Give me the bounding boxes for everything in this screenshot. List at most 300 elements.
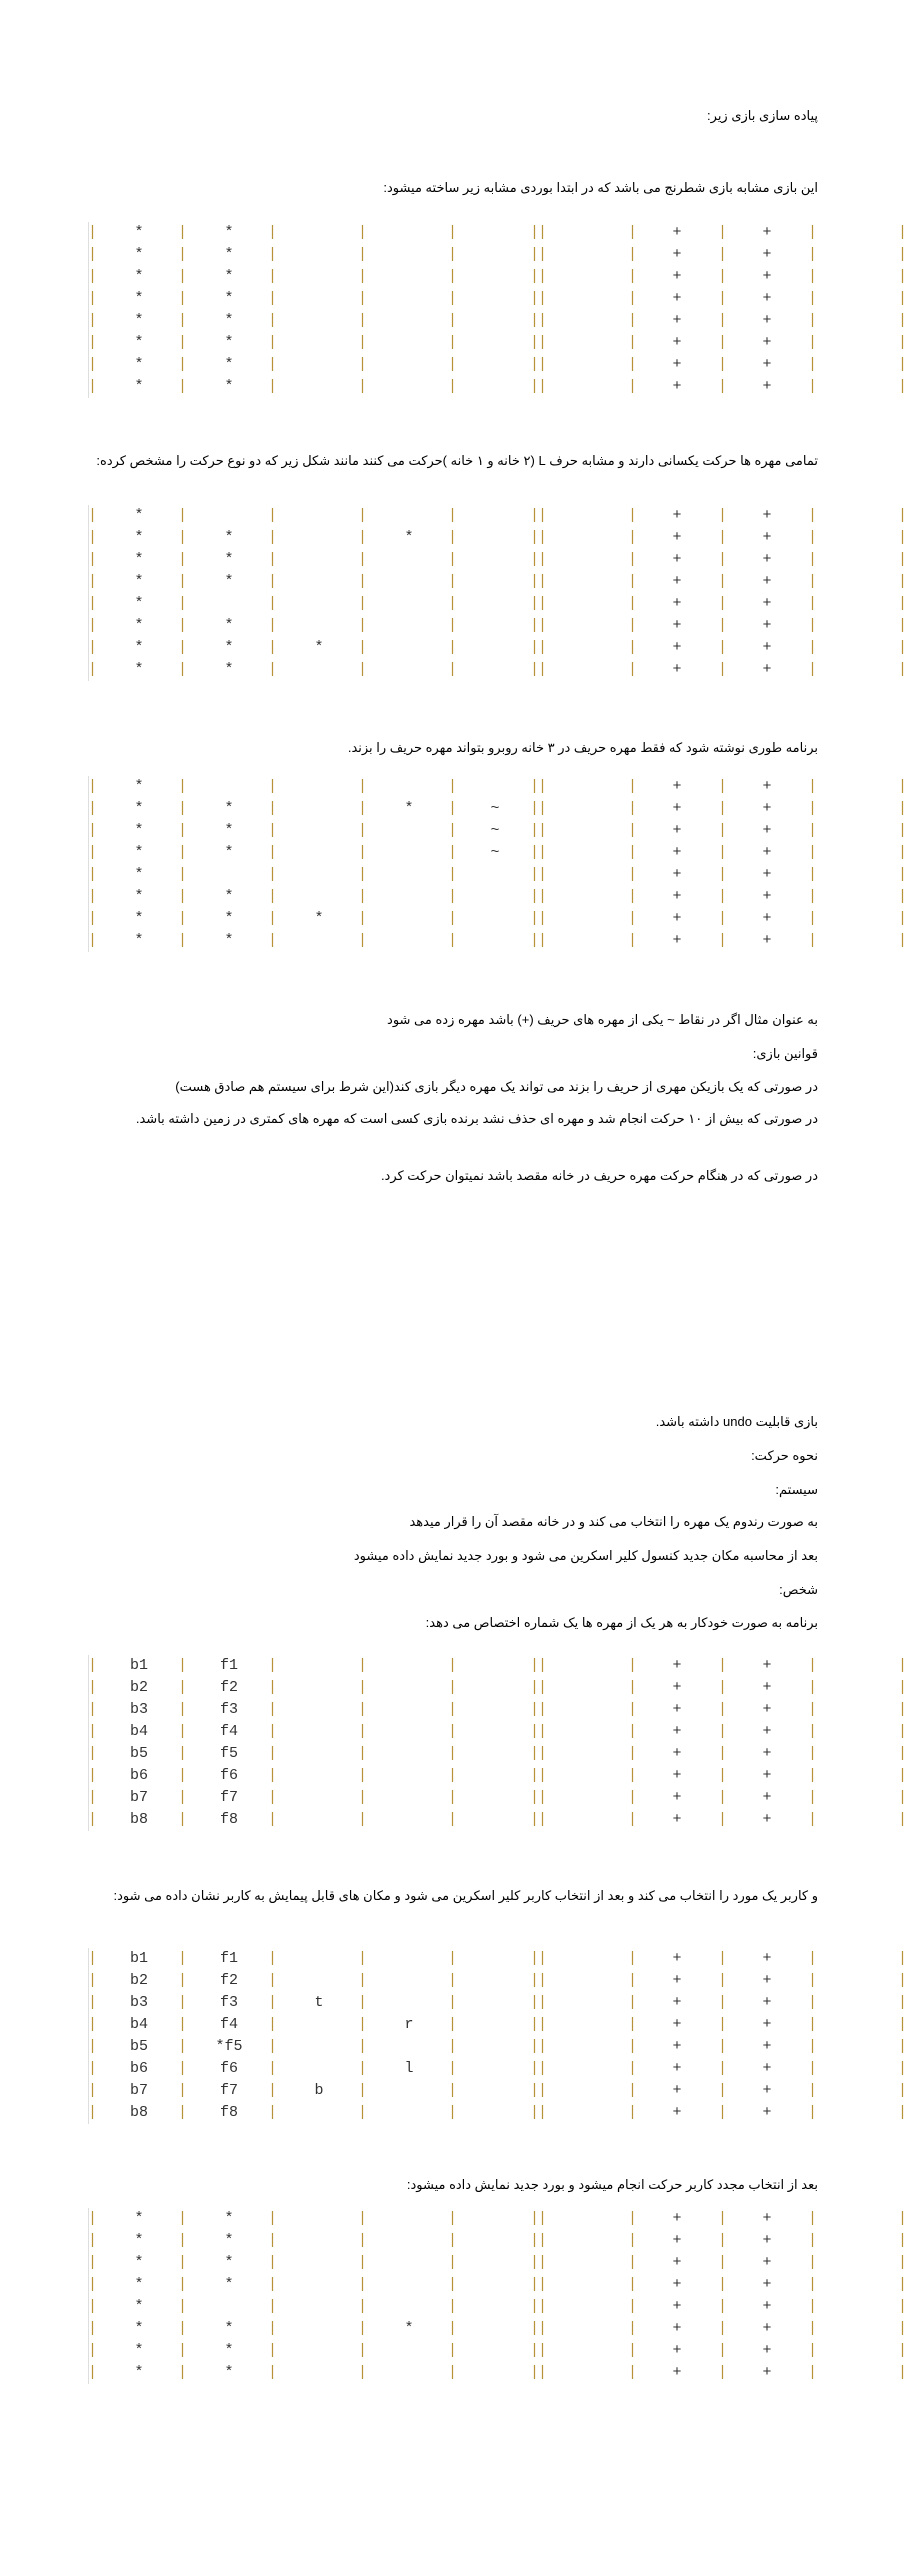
board-separator: | [718,1745,728,1762]
board-separator: | [538,2210,548,2227]
board-cell [379,593,439,615]
board-separator: | [628,932,638,949]
board-separator: | [898,1723,908,1740]
board-cell [555,1787,615,1809]
board-cell: + [762,1811,772,1828]
board-cell: + [762,356,772,373]
board-cell: + [672,822,682,839]
board-separator: | [178,378,188,395]
board-separator: | [358,661,368,678]
board-cell [289,266,349,288]
board-separator: | [538,2082,548,2099]
board-cell: + [672,551,682,568]
board-cell [379,2230,439,2252]
board-cell [465,659,525,681]
board-separator: | [448,246,458,263]
board-cell: + [762,844,772,861]
board-separator: | [898,529,908,546]
board-cell: + [762,312,772,329]
board-cell [465,615,525,637]
board-separator: | [808,2082,818,2099]
text-system-heading: سیستم: [775,1482,818,1497]
board-cell [465,908,525,930]
board-cell: l [404,2060,414,2077]
board-separator: | [448,334,458,351]
board-separator: | [538,2038,548,2055]
board-separator: | [268,1701,278,1718]
board-cell: b [314,2082,324,2099]
board-separator: | [530,639,540,656]
board-separator: | [538,334,548,351]
board-separator: | [808,617,818,634]
board-cell [289,2208,349,2230]
board-separator: | [88,1789,98,1806]
board-separator: | [808,1701,818,1718]
board-separator: | [448,617,458,634]
board-separator: | [448,1657,458,1674]
board-separator: | [808,2298,818,2315]
board-cell: + [762,507,772,524]
text-l-move: تمامی مهره ها حرکت یکسانی دارند و مشابه حرف L (۲ خانه و ۱ خانه )حرکت می کنند مانند شکل زیر که دو نوع حرکت را مشخص کرده: [96,453,818,468]
board-separator: | [808,866,818,883]
board-separator: | [808,661,818,678]
board-separator: | [530,1811,540,1828]
board-cell [289,2340,349,2362]
board-separator: | [448,2038,458,2055]
board-separator: | [178,661,188,678]
board-cell [289,1809,349,1831]
board-separator: | [628,910,638,927]
board-separator: | [88,1972,98,1989]
board-cell: + [762,529,772,546]
board-cell [465,637,525,659]
board-cell [465,1787,525,1809]
board-separator: | [808,224,818,241]
board-separator: | [268,2364,278,2381]
board-cell: + [672,1789,682,1806]
board-cell: * [224,639,234,656]
board-cell [289,864,349,886]
board-separator: | [88,1811,98,1828]
board-separator: | [808,2060,818,2077]
board-separator: | [358,2210,368,2227]
text-auto-number: برنامه به صورت خودکار به هر یک از مهره ها یک شماره اختصاص می دهد: [425,1615,818,1630]
board-separator: | [88,1679,98,1696]
board-cell [379,842,439,864]
board-separator: | [88,1745,98,1762]
board-separator: | [88,595,98,612]
board-row [88,2362,908,2384]
board-separator: | [628,1972,638,1989]
board-row [88,1743,908,1765]
board-cell [465,2340,525,2362]
board-separator: | [808,2254,818,2271]
board-cell: + [672,910,682,927]
board-cell [289,1743,349,1765]
board-separator: | [628,1657,638,1674]
board-separator: | [718,573,728,590]
board-separator: | [268,2320,278,2337]
board-separator: | [898,224,908,241]
board-separator: | [898,2038,908,2055]
board-separator: | [530,1657,540,1674]
board-separator: | [628,661,638,678]
board-cell [289,1655,349,1677]
board-separator: | [530,617,540,634]
board-cell [465,2080,525,2102]
board-cell [379,776,439,798]
board-separator: | [530,290,540,307]
board-cell: + [762,1701,772,1718]
board-separator: | [808,529,818,546]
text-rule-2: در صورتی که بیش از ۱۰ حرکت انجام شد و مهره ای حذف نشد برنده بازی کسی است که مهره های کمتری در زمین داشته باشد. [135,1111,818,1126]
board-separator: | [718,910,728,927]
board-separator: | [358,1811,368,1828]
board-cell [379,332,439,354]
board-separator: | [358,1950,368,1967]
board-separator: | [808,910,818,927]
board-separator: | [538,2320,548,2337]
board-separator: | [808,290,818,307]
board-cell [289,886,349,908]
board-separator: | [530,2082,540,2099]
board-cell: + [672,334,682,351]
board-separator: | [538,268,548,285]
board-cell: + [672,2038,682,2055]
board-cell [465,332,525,354]
board-row [88,1970,908,1992]
board-cell: * [134,2364,144,2381]
board-row [88,1699,908,1721]
board-cell: * [224,312,234,329]
board-cell [555,2014,615,2036]
board-separator: | [178,2364,188,2381]
board-separator: | [358,595,368,612]
board-separator: | [448,800,458,817]
board-cell: + [672,2298,682,2315]
board-cell [289,593,349,615]
board-separator: | [358,529,368,546]
board-cell [465,244,525,266]
board-cell [289,2362,349,2384]
board-cell [289,776,349,798]
board-separator: | [358,246,368,263]
board-separator: | [268,800,278,817]
board-separator: | [88,2038,98,2055]
board-separator: | [448,778,458,795]
text-rule-3: در صورتی که در هنگام حرکت مهره حریف در خانه مقصد باشد نمیتوان حرکت کرد. [380,1168,818,1183]
text-undo: بازی قابلیت undo داشته باشد. [655,1414,818,1429]
board-separator: | [538,661,548,678]
board-cell: + [672,800,682,817]
board-separator: | [268,1811,278,1828]
board-cell [555,376,615,398]
board-separator: | [448,1950,458,1967]
board-separator: | [88,1950,98,1967]
board-separator: | [530,224,540,241]
board-separator: | [178,356,188,373]
board-cell: * [224,2210,234,2227]
board-separator: | [88,844,98,861]
board-cell [555,2252,615,2274]
board-separator: | [628,2254,638,2271]
board-cell [555,505,615,527]
board-separator: | [358,2104,368,2121]
text-system-random: به صورت رندوم یک مهره را انتخاب می کند و در خانه مقصد آن را قرار میدهد [409,1514,818,1529]
board-cell [289,2102,349,2124]
board-cell: + [672,2342,682,2359]
board-separator: | [628,778,638,795]
board-separator: | [358,800,368,817]
board-separator: | [268,1789,278,1806]
board-cell [379,615,439,637]
board-separator: | [718,1972,728,1989]
board-cell [555,1765,615,1787]
board-cell [379,930,439,952]
board-separator: | [718,1994,728,2011]
board-cell: f1 [219,1657,238,1674]
board-separator: | [898,246,908,263]
board-separator: | [530,507,540,524]
board-separator: | [718,1679,728,1696]
board-row [88,1992,908,2014]
board-cell [199,864,259,886]
board-separator: | [538,1994,548,2011]
board-separator: | [628,312,638,329]
board-cell: + [762,2232,772,2249]
board-separator: | [530,844,540,861]
board-separator: | [358,844,368,861]
board-separator: | [808,1950,818,1967]
board-cell: f3 [219,1994,238,2011]
board-cell [289,527,349,549]
board-separator: | [358,778,368,795]
board-separator: | [628,1745,638,1762]
board-cell [555,2318,615,2340]
board-cell: + [762,551,772,568]
board-separator: | [448,1723,458,1740]
board-row [88,1765,908,1787]
board-cell: + [762,2104,772,2121]
board-separator: | [178,888,188,905]
board-separator: | [88,910,98,927]
board-cell: b6 [129,2060,148,2077]
board-separator: | [898,1789,908,1806]
board-separator: | [538,800,548,817]
board-cell: + [672,529,682,546]
board-separator: | [808,2038,818,2055]
board-separator: | [530,312,540,329]
board-separator: | [88,1767,98,1784]
board-separator: | [268,2276,278,2293]
board-row [88,2058,908,2080]
board-row [88,505,908,527]
board-separator: | [358,290,368,307]
board-cell [289,2230,349,2252]
board-separator: | [530,2364,540,2381]
board-separator: | [718,866,728,883]
board-separator: | [538,1701,548,1718]
board-separator: | [530,1723,540,1740]
board-separator: | [718,2016,728,2033]
board-separator: | [88,2016,98,2033]
board-cell [379,288,439,310]
board-cell: ~ [490,800,500,817]
board-separator: | [358,268,368,285]
board-separator: | [538,2254,548,2271]
board-cell: + [672,246,682,263]
board-cell: + [672,2254,682,2271]
board-cell: + [762,1767,772,1784]
board-cell [379,1948,439,1970]
board-cell [465,593,525,615]
board-separator: | [718,529,728,546]
board-row [88,222,908,244]
board-separator: | [808,1657,818,1674]
board-cell [379,1721,439,1743]
board-row [88,659,908,681]
board-cell: * [134,2232,144,2249]
board-separator: | [530,2210,540,2227]
board-separator: | [808,1789,818,1806]
board-separator: | [530,246,540,263]
board-row [88,615,908,637]
board-cell: * [134,617,144,634]
board-separator: | [538,866,548,883]
board-separator: | [808,268,818,285]
board-separator: | [88,378,98,395]
board-capture-example [88,776,908,952]
board-separator: | [530,378,540,395]
board-separator: | [88,800,98,817]
board-separator: | [178,1950,188,1967]
board-separator: | [898,334,908,351]
board-separator: | [88,246,98,263]
board-cell [199,2296,259,2318]
board-separator: | [898,1972,908,1989]
board-separator: | [178,800,188,817]
board-separator: | [530,910,540,927]
board-separator: | [448,2210,458,2227]
board-cell [465,2362,525,2384]
board-separator: | [358,2254,368,2271]
board-separator: | [718,1767,728,1784]
board-cell: * [134,800,144,817]
board-separator: | [530,2104,540,2121]
board-separator: | [448,2342,458,2359]
board-cell [379,659,439,681]
board-cell: + [672,866,682,883]
board-separator: | [268,661,278,678]
board-separator: | [448,2276,458,2293]
board-cell: f8 [219,2104,238,2121]
board-separator: | [530,1950,540,1967]
board-cell [379,2252,439,2274]
board-cell: + [762,888,772,905]
board-separator: | [530,2320,540,2337]
board-separator: | [88,2298,98,2315]
board-separator: | [530,2016,540,2033]
board-separator: | [538,1950,548,1967]
board-separator: | [628,2060,638,2077]
board-cell [555,842,615,864]
board-cell: * [224,2276,234,2293]
board-cell [289,820,349,842]
board-separator: | [628,529,638,546]
board-cell: * [224,334,234,351]
board-cell: + [762,2060,772,2077]
board-cell [379,2208,439,2230]
board-separator: | [628,2082,638,2099]
board-separator: | [88,2082,98,2099]
board-separator: | [898,639,908,656]
board-separator: | [178,2232,188,2249]
board-cell: + [762,573,772,590]
board-cell [289,376,349,398]
board-separator: | [718,1657,728,1674]
board-cell [289,332,349,354]
board-separator: | [538,932,548,949]
board-cell: * [134,661,144,678]
board-separator: | [88,2320,98,2337]
board-separator: | [358,2276,368,2293]
board-row [88,549,908,571]
board-separator: | [538,507,548,524]
board-cell: + [762,778,772,795]
board-separator: | [178,932,188,949]
board-separator: | [448,2082,458,2099]
board-separator: | [808,2210,818,2227]
board-cell [555,2340,615,2362]
board-separator: | [628,888,638,905]
board-separator: | [448,290,458,307]
board-cell: * [224,822,234,839]
board-cell [465,864,525,886]
board-separator: | [628,866,638,883]
board-separator: | [530,778,540,795]
board-separator: | [628,356,638,373]
board-separator: | [448,595,458,612]
board-separator: | [718,2060,728,2077]
board-separator: | [628,1767,638,1784]
board-cell [379,1992,439,2014]
board-cell [465,1809,525,1831]
text-title: پیاده سازی بازی زیر: [707,108,818,123]
board-cell [465,222,525,244]
board-cell [555,1721,615,1743]
board-cell: + [672,1972,682,1989]
board-separator: | [718,246,728,263]
board-row [88,2252,908,2274]
board-separator: | [628,224,638,241]
board-separator: | [538,1972,548,1989]
board-cell: + [672,507,682,524]
board-cell: + [672,268,682,285]
board-separator: | [538,573,548,590]
board-separator: | [628,639,638,656]
board-cell [555,354,615,376]
board-cell: * [134,2298,144,2315]
board-separator: | [178,2254,188,2271]
board-separator: | [358,224,368,241]
board-separator: | [88,617,98,634]
board-cell: + [762,2364,772,2381]
board-cell [465,1992,525,2014]
board-row [88,310,908,332]
board-separator: | [448,661,458,678]
board-cell [289,1948,349,1970]
board-separator: | [448,1701,458,1718]
